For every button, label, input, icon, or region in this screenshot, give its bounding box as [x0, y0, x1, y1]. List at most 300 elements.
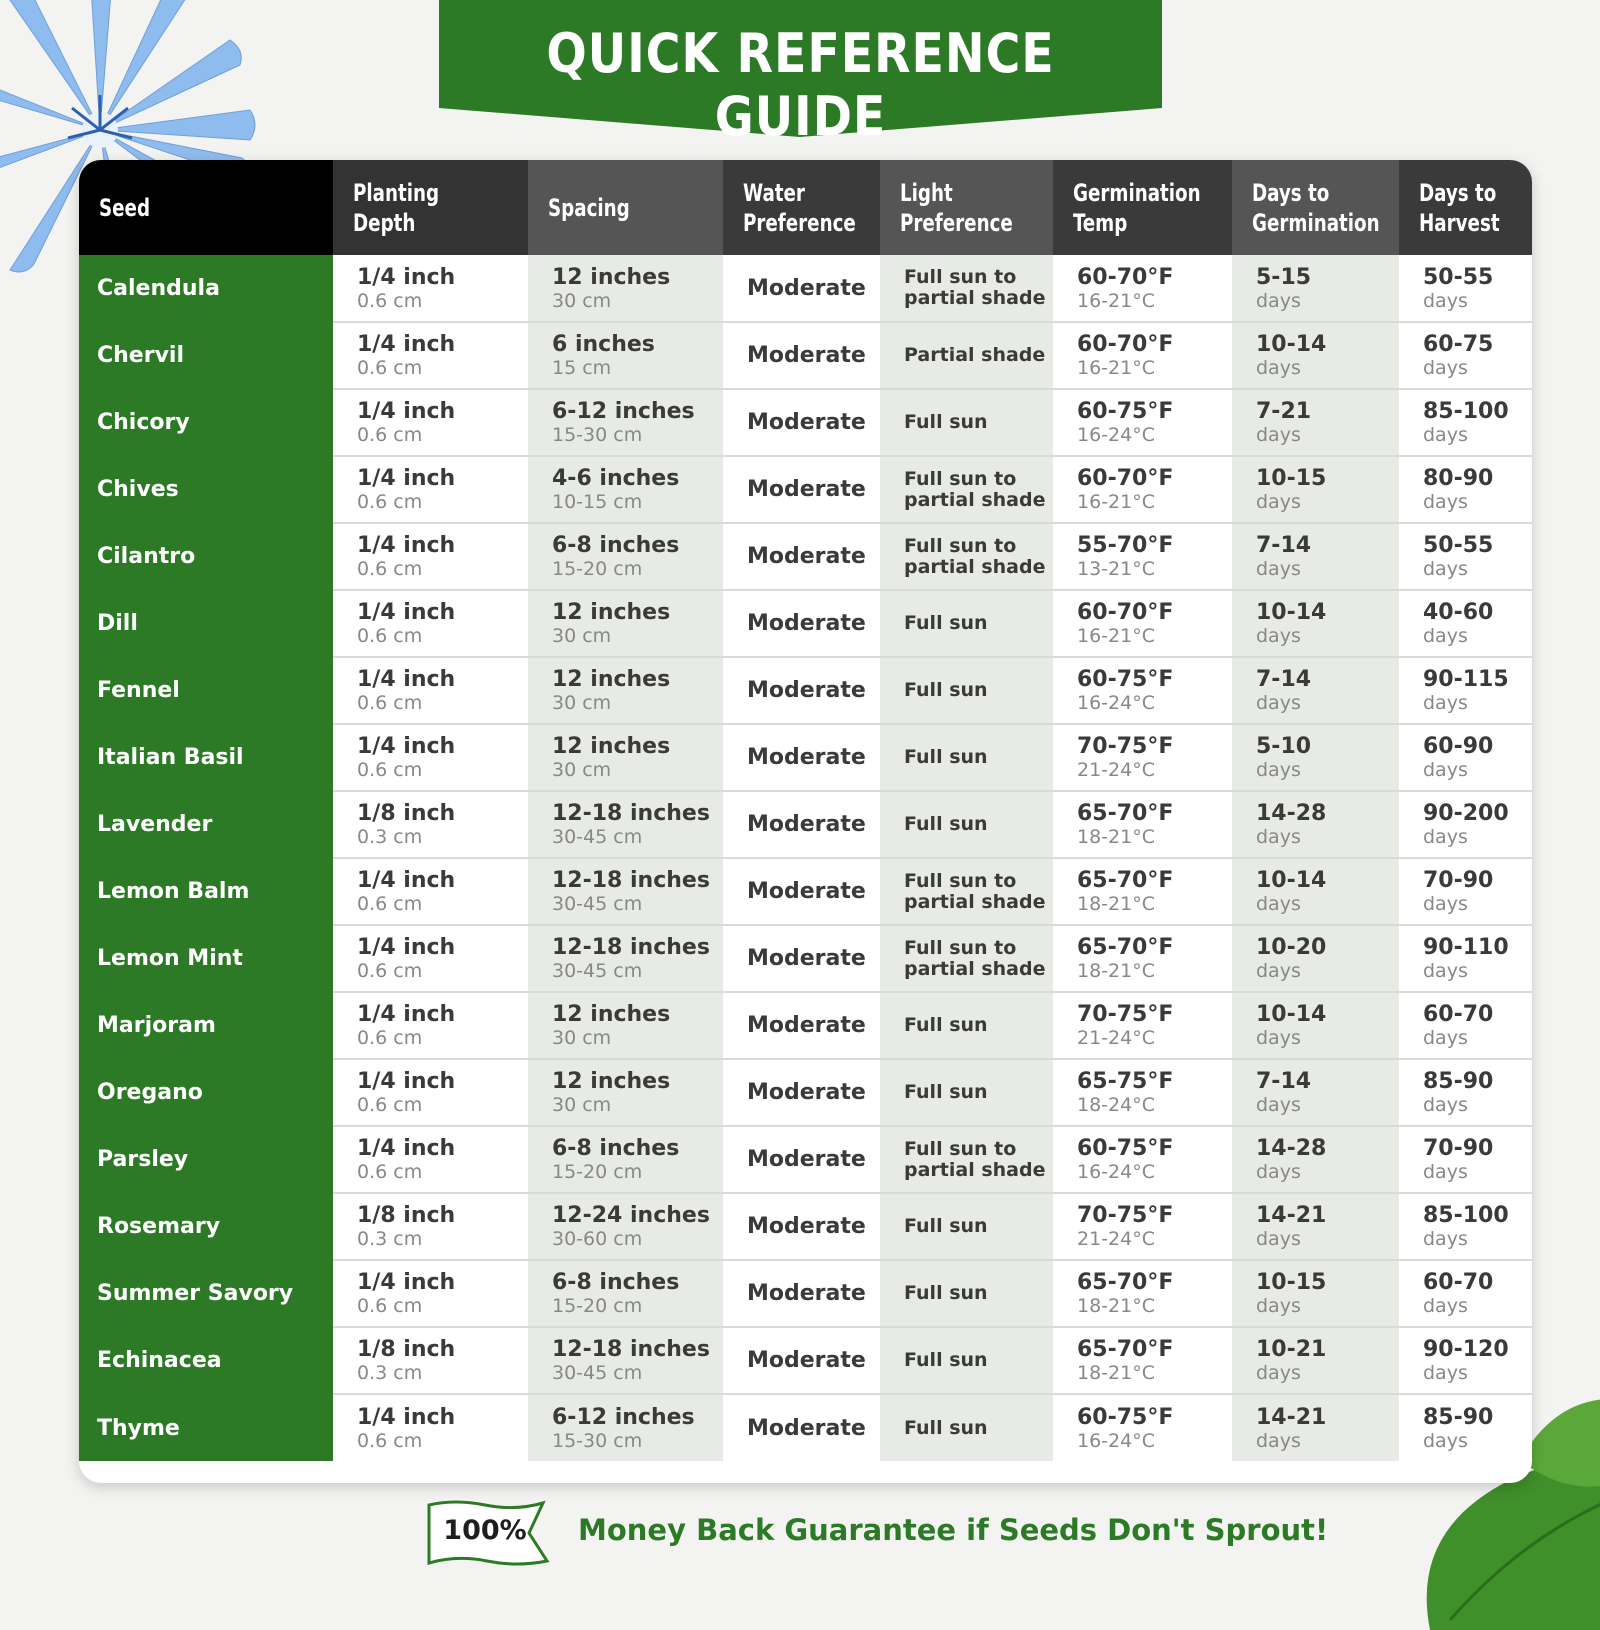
days-to-harvest-cell: [1399, 925, 1532, 992]
days-to-germination-cell: [1232, 1059, 1399, 1126]
spacing-cm: 30-45 cm: [552, 826, 643, 848]
germination-days-unit: days: [1256, 1429, 1301, 1452]
temp-celsius: 18-21°C: [1077, 1295, 1155, 1317]
table-row: [79, 657, 1532, 724]
germination-temp-cell: [1053, 590, 1232, 657]
spacing-cell: [528, 389, 723, 456]
days-to-germination-cell: [1232, 1260, 1399, 1327]
water-preference: Moderate: [747, 1214, 866, 1239]
light-preference-line: Full sun: [904, 1349, 988, 1371]
spacing-cell: [528, 1126, 723, 1193]
harvest-days-unit: days: [1423, 1027, 1468, 1049]
days-to-harvest-cell: [1399, 1260, 1532, 1327]
column-header: Planting Depth: [333, 160, 528, 255]
light-preference-cell: [880, 992, 1053, 1059]
spacing-cell: [528, 657, 723, 724]
water-preference: Moderate: [747, 1281, 866, 1306]
table-row: [79, 724, 1532, 791]
light-preference-cell: [880, 1394, 1053, 1461]
water-preference-cell: [723, 590, 880, 657]
germination-days-unit: days: [1256, 893, 1301, 915]
spacing-inches: 12-18 inches: [552, 1337, 710, 1362]
light-preference-cell: [880, 925, 1053, 992]
harvest-days-unit: days: [1423, 424, 1468, 446]
temp-fahrenheit: 60-75°F: [1077, 1404, 1174, 1430]
depth-cm: 0.6 cm: [357, 1027, 423, 1049]
table-row: [79, 255, 1532, 322]
spacing-cell: [528, 1327, 723, 1394]
light-preference-line: Full sun: [904, 1215, 988, 1237]
temp-celsius: 16-21°C: [1077, 625, 1155, 647]
germination-temp-cell: [1053, 322, 1232, 389]
seed-name: Calendula: [97, 275, 220, 301]
light-preference-cell: [880, 456, 1053, 523]
days-to-harvest-cell: [1399, 456, 1532, 523]
harvest-days: 60-70: [1423, 1002, 1494, 1027]
germination-days: 7-14: [1256, 667, 1312, 692]
spacing-cell: [528, 523, 723, 590]
days-to-germination-cell: [1232, 1394, 1399, 1461]
days-to-harvest-cell: [1399, 590, 1532, 657]
table-row: [79, 992, 1532, 1059]
planting-depth-cell: [333, 992, 528, 1059]
planting-depth-cell: [333, 255, 528, 322]
light-preference-line: partial shade: [904, 957, 1046, 980]
guarantee-badge: 100%: [443, 1515, 527, 1546]
water-preference-cell: [723, 1260, 880, 1327]
temp-celsius: 16-21°C: [1077, 491, 1155, 513]
water-preference: Moderate: [747, 275, 866, 301]
days-to-harvest-cell: [1399, 724, 1532, 791]
days-to-harvest-cell: [1399, 1126, 1532, 1193]
spacing-cell: [528, 322, 723, 389]
days-to-harvest-cell: [1399, 255, 1532, 322]
temp-fahrenheit: 65-70°F: [1077, 1337, 1174, 1362]
days-to-harvest-cell: [1399, 858, 1532, 925]
spacing-inches: 12-18 inches: [552, 868, 710, 893]
depth-inches: 1/8 inch: [357, 801, 456, 826]
depth-inches: 1/4 inch: [357, 264, 456, 290]
light-preference-line: Full sun to: [904, 936, 1017, 959]
depth-cm: 0.6 cm: [357, 692, 423, 714]
spacing-inches: 6-12 inches: [552, 1404, 695, 1430]
days-to-germination-cell: [1232, 456, 1399, 523]
harvest-days-unit: days: [1423, 1362, 1468, 1384]
table-row: [79, 1394, 1532, 1461]
spacing-inches: 12 inches: [552, 667, 671, 692]
seed-name-cell: [79, 992, 333, 1059]
light-preference-line: Full sun: [904, 1014, 988, 1036]
germination-days: 10-14: [1256, 600, 1327, 625]
germination-days-unit: days: [1256, 1295, 1301, 1317]
spacing-inches: 12-18 inches: [552, 801, 710, 826]
spacing-cm: 30 cm: [552, 1094, 612, 1116]
light-preference-line: Full sun: [904, 411, 988, 433]
temp-celsius: 16-21°C: [1077, 289, 1155, 312]
depth-inches: 1/4 inch: [357, 466, 456, 491]
seed-name: Lavender: [97, 812, 213, 837]
germination-days-unit: days: [1256, 357, 1301, 379]
spacing-cm: 30-45 cm: [552, 1362, 643, 1384]
depth-cm: 0.6 cm: [357, 1161, 423, 1183]
depth-inches: 1/8 inch: [357, 1337, 456, 1362]
table-row: [79, 1327, 1532, 1394]
light-preference-line: partial shade: [904, 555, 1046, 578]
harvest-days: 85-100: [1423, 1203, 1509, 1228]
spacing-cm: 30-45 cm: [552, 960, 643, 982]
planting-depth-cell: [333, 523, 528, 590]
harvest-days: 50-55: [1423, 533, 1494, 558]
depth-cm: 0.3 cm: [357, 826, 423, 848]
spacing-cm: 30-60 cm: [552, 1228, 643, 1250]
temp-celsius: 18-21°C: [1077, 893, 1155, 915]
planting-depth-cell: [333, 590, 528, 657]
temp-fahrenheit: 65-70°F: [1077, 801, 1174, 826]
temp-celsius: 18-21°C: [1077, 1362, 1155, 1384]
days-to-harvest-cell: [1399, 1327, 1532, 1394]
temp-fahrenheit: 65-70°F: [1077, 1270, 1174, 1295]
spacing-cell: [528, 456, 723, 523]
days-to-germination-cell: [1232, 523, 1399, 590]
days-to-germination-cell: [1232, 590, 1399, 657]
table-row: [79, 1059, 1532, 1126]
spacing-cm: 15-30 cm: [552, 1429, 643, 1452]
light-preference-line: Full sun: [904, 612, 988, 634]
light-preference-line: partial shade: [904, 1158, 1046, 1181]
days-to-harvest-cell: [1399, 657, 1532, 724]
days-to-germination-cell: [1232, 992, 1399, 1059]
water-preference-cell: [723, 1327, 880, 1394]
spacing-inches: 12 inches: [552, 600, 671, 625]
light-preference-line: partial shade: [904, 890, 1046, 913]
seed-name-cell: [79, 523, 333, 590]
germination-days: 5-10: [1256, 734, 1312, 759]
temp-fahrenheit: 65-70°F: [1077, 935, 1174, 960]
depth-cm: 0.6 cm: [357, 1295, 423, 1317]
days-to-harvest-cell: [1399, 322, 1532, 389]
harvest-days-unit: days: [1423, 826, 1468, 848]
water-preference-cell: [723, 791, 880, 858]
light-preference-line: Full sun: [904, 679, 988, 701]
harvest-days: 85-100: [1423, 399, 1509, 424]
spacing-cm: 15 cm: [552, 357, 612, 379]
seed-name-cell: [79, 255, 333, 322]
water-preference: Moderate: [747, 879, 866, 904]
light-preference-line: Full sun: [904, 1282, 988, 1304]
seed-name-cell: [79, 389, 333, 456]
temp-fahrenheit: 60-75°F: [1077, 1136, 1174, 1161]
seed-name: Summer Savory: [97, 1281, 294, 1306]
harvest-days: 40-60: [1423, 600, 1494, 625]
spacing-inches: 12-18 inches: [552, 935, 710, 960]
water-preference: Moderate: [747, 745, 866, 770]
germination-days: 10-14: [1256, 332, 1327, 357]
harvest-days-unit: days: [1423, 491, 1468, 513]
seed-name: Lemon Balm: [97, 879, 250, 904]
temp-celsius: 16-24°C: [1077, 1161, 1155, 1183]
spacing-inches: 6 inches: [552, 332, 655, 357]
temp-celsius: 18-21°C: [1077, 826, 1155, 848]
spacing-cell: [528, 724, 723, 791]
planting-depth-cell: [333, 724, 528, 791]
seed-name: Italian Basil: [97, 745, 244, 770]
temp-fahrenheit: 60-75°F: [1077, 399, 1174, 424]
water-preference: Moderate: [747, 544, 866, 569]
days-to-germination-cell: [1232, 1327, 1399, 1394]
germination-days-unit: days: [1256, 1161, 1301, 1183]
harvest-days-unit: days: [1423, 1228, 1468, 1250]
days-to-harvest-cell: [1399, 1193, 1532, 1260]
germination-temp-cell: [1053, 389, 1232, 456]
harvest-days-unit: days: [1423, 960, 1468, 982]
table-row: [79, 523, 1532, 590]
germination-temp-cell: [1053, 791, 1232, 858]
germination-days-unit: days: [1256, 491, 1301, 513]
water-preference: Moderate: [747, 812, 866, 837]
germination-temp-cell: [1053, 992, 1232, 1059]
germination-temp-cell: [1053, 1059, 1232, 1126]
germination-days: 10-20: [1256, 935, 1327, 960]
germination-days-unit: days: [1256, 759, 1301, 781]
depth-inches: 1/4 inch: [357, 868, 456, 893]
seed-name: Parsley: [97, 1147, 189, 1172]
planting-depth-cell: [333, 1327, 528, 1394]
germination-days: 7-21: [1256, 399, 1312, 424]
light-preference-cell: [880, 1126, 1053, 1193]
spacing-cm: 30-45 cm: [552, 893, 643, 915]
germination-days: 14-28: [1256, 1136, 1327, 1161]
harvest-days-unit: days: [1423, 759, 1468, 781]
germination-days: 7-14: [1256, 533, 1312, 558]
harvest-days-unit: days: [1423, 692, 1468, 714]
spacing-cm: 30 cm: [552, 692, 612, 714]
table-row: [79, 791, 1532, 858]
germination-days-unit: days: [1256, 289, 1301, 312]
harvest-days: 70-90: [1423, 1136, 1494, 1161]
harvest-days-unit: days: [1423, 1429, 1468, 1452]
germination-days: 7-14: [1256, 1069, 1312, 1094]
depth-inches: 1/4 inch: [357, 1136, 456, 1161]
column-header: Days to Germination: [1232, 160, 1399, 255]
water-preference: Moderate: [747, 343, 866, 368]
spacing-cell: [528, 925, 723, 992]
column-header: Light Preference: [880, 160, 1053, 255]
light-preference-line: Full sun to: [904, 467, 1017, 490]
spacing-cell: [528, 992, 723, 1059]
planting-depth-cell: [333, 858, 528, 925]
water-preference: Moderate: [747, 1013, 866, 1038]
harvest-days: 90-110: [1423, 935, 1509, 960]
depth-inches: 1/4 inch: [357, 399, 456, 424]
temp-fahrenheit: 60-70°F: [1077, 264, 1174, 290]
germination-temp-cell: [1053, 1126, 1232, 1193]
depth-cm: 0.6 cm: [357, 558, 423, 580]
title-banner: [439, 0, 1162, 148]
light-preference-cell: [880, 1260, 1053, 1327]
water-preference: Moderate: [747, 1348, 866, 1373]
germination-days: 10-14: [1256, 868, 1327, 893]
spacing-inches: 12 inches: [552, 734, 671, 759]
column-header: Water Preference: [723, 160, 880, 255]
seed-name: Chives: [97, 477, 179, 502]
planting-depth-cell: [333, 322, 528, 389]
reference-table-card: [79, 160, 1532, 1483]
spacing-inches: 12 inches: [552, 264, 671, 290]
seed-name-cell: [79, 456, 333, 523]
days-to-germination-cell: [1232, 791, 1399, 858]
seed-name-cell: [79, 1126, 333, 1193]
spacing-inches: 6-8 inches: [552, 533, 680, 558]
germination-days: 10-15: [1256, 466, 1327, 491]
depth-cm: 0.6 cm: [357, 960, 423, 982]
temp-celsius: 21-24°C: [1077, 1228, 1155, 1250]
harvest-days-unit: days: [1423, 1295, 1468, 1317]
harvest-days-unit: days: [1423, 558, 1468, 580]
harvest-days: 85-90: [1423, 1404, 1494, 1430]
table-row: [79, 1126, 1532, 1193]
light-preference-cell: [880, 724, 1053, 791]
spacing-cell: [528, 858, 723, 925]
spacing-inches: 6-8 inches: [552, 1270, 680, 1295]
light-preference-cell: [880, 1327, 1053, 1394]
harvest-days-unit: days: [1423, 1161, 1468, 1183]
days-to-harvest-cell: [1399, 791, 1532, 858]
seed-name-cell: [79, 1059, 333, 1126]
spacing-inches: 12 inches: [552, 1069, 671, 1094]
table-header-row: [79, 160, 1532, 255]
harvest-days: 60-75: [1423, 332, 1494, 357]
harvest-days: 85-90: [1423, 1069, 1494, 1094]
seed-name-cell: [79, 1327, 333, 1394]
water-preference-cell: [723, 322, 880, 389]
germination-days: 14-28: [1256, 801, 1327, 826]
water-preference-cell: [723, 1394, 880, 1461]
water-preference-cell: [723, 992, 880, 1059]
depth-cm: 0.6 cm: [357, 1429, 423, 1452]
light-preference-cell: [880, 255, 1053, 322]
spacing-cm: 15-20 cm: [552, 1295, 643, 1317]
depth-inches: 1/8 inch: [357, 1203, 456, 1228]
days-to-germination-cell: [1232, 389, 1399, 456]
water-preference-cell: [723, 858, 880, 925]
water-preference-cell: [723, 724, 880, 791]
temp-celsius: 21-24°C: [1077, 1027, 1155, 1049]
column-header: Days to Harvest: [1399, 160, 1532, 255]
germination-temp-cell: [1053, 657, 1232, 724]
germination-days: 14-21: [1256, 1404, 1327, 1430]
light-preference-cell: [880, 523, 1053, 590]
water-preference-cell: [723, 389, 880, 456]
days-to-germination-cell: [1232, 925, 1399, 992]
seed-name: Oregano: [97, 1080, 203, 1105]
germination-days: 10-15: [1256, 1270, 1327, 1295]
planting-depth-cell: [333, 1059, 528, 1126]
germination-temp-cell: [1053, 1193, 1232, 1260]
light-preference-line: Full sun to: [904, 534, 1017, 557]
seed-name: Thyme: [97, 1415, 180, 1441]
light-preference-line: Full sun to: [904, 1137, 1017, 1160]
depth-cm: 0.6 cm: [357, 759, 423, 781]
temp-fahrenheit: 65-70°F: [1077, 868, 1174, 893]
seed-name-cell: [79, 657, 333, 724]
germination-days-unit: days: [1256, 826, 1301, 848]
depth-cm: 0.6 cm: [357, 625, 423, 647]
days-to-harvest-cell: [1399, 1059, 1532, 1126]
depth-cm: 0.6 cm: [357, 357, 423, 379]
harvest-days-unit: days: [1423, 289, 1468, 312]
harvest-days: 80-90: [1423, 466, 1494, 491]
temp-celsius: 16-24°C: [1077, 692, 1155, 714]
water-preference: Moderate: [747, 1415, 866, 1441]
seed-name-cell: [79, 724, 333, 791]
temp-celsius: 18-24°C: [1077, 1094, 1155, 1116]
days-to-germination-cell: [1232, 657, 1399, 724]
depth-inches: 1/4 inch: [357, 332, 456, 357]
seed-name: Echinacea: [97, 1348, 222, 1373]
harvest-days: 90-200: [1423, 801, 1509, 826]
planting-depth-cell: [333, 657, 528, 724]
depth-cm: 0.3 cm: [357, 1228, 423, 1250]
depth-inches: 1/4 inch: [357, 1404, 456, 1430]
germination-days-unit: days: [1256, 1228, 1301, 1250]
water-preference-cell: [723, 1059, 880, 1126]
light-preference-line: partial shade: [904, 287, 1046, 309]
harvest-days: 70-90: [1423, 868, 1494, 893]
seed-name-cell: [79, 1394, 333, 1461]
seed-name-cell: [79, 590, 333, 657]
seed-name: Rosemary: [97, 1214, 221, 1239]
light-preference-line: Full sun: [904, 813, 988, 835]
spacing-cm: 10-15 cm: [552, 491, 643, 513]
spacing-cell: [528, 255, 723, 322]
seed-name: Fennel: [97, 678, 180, 703]
days-to-germination-cell: [1232, 724, 1399, 791]
spacing-inches: 6-8 inches: [552, 1136, 680, 1161]
days-to-germination-cell: [1232, 322, 1399, 389]
temp-fahrenheit: 60-70°F: [1077, 600, 1174, 625]
temp-fahrenheit: 70-75°F: [1077, 734, 1174, 759]
depth-cm: 0.6 cm: [357, 491, 423, 513]
temp-celsius: 18-21°C: [1077, 960, 1155, 982]
temp-celsius: 16-21°C: [1077, 357, 1155, 379]
depth-inches: 1/4 inch: [357, 935, 456, 960]
days-to-harvest-cell: [1399, 523, 1532, 590]
germination-days-unit: days: [1256, 1362, 1301, 1384]
table-row: [79, 858, 1532, 925]
germination-days: 14-21: [1256, 1203, 1327, 1228]
light-preference-line: Partial shade: [904, 344, 1046, 366]
water-preference: Moderate: [747, 678, 866, 703]
germination-days-unit: days: [1256, 558, 1301, 580]
harvest-days: 90-115: [1423, 667, 1509, 692]
harvest-days-unit: days: [1423, 625, 1468, 647]
germination-temp-cell: [1053, 925, 1232, 992]
germination-days-unit: days: [1256, 960, 1301, 982]
harvest-days: 50-55: [1423, 264, 1494, 290]
days-to-germination-cell: [1232, 858, 1399, 925]
depth-inches: 1/4 inch: [357, 1069, 456, 1094]
spacing-cell: [528, 1260, 723, 1327]
seed-name-cell: [79, 1193, 333, 1260]
column-header: Germination Temp: [1053, 160, 1232, 255]
germination-days-unit: days: [1256, 1094, 1301, 1116]
seed-name-cell: [79, 322, 333, 389]
spacing-cell: [528, 590, 723, 657]
depth-cm: 0.6 cm: [357, 289, 423, 312]
germination-temp-cell: [1053, 255, 1232, 322]
water-preference: Moderate: [747, 611, 866, 636]
temp-fahrenheit: 55-70°F: [1077, 533, 1174, 558]
